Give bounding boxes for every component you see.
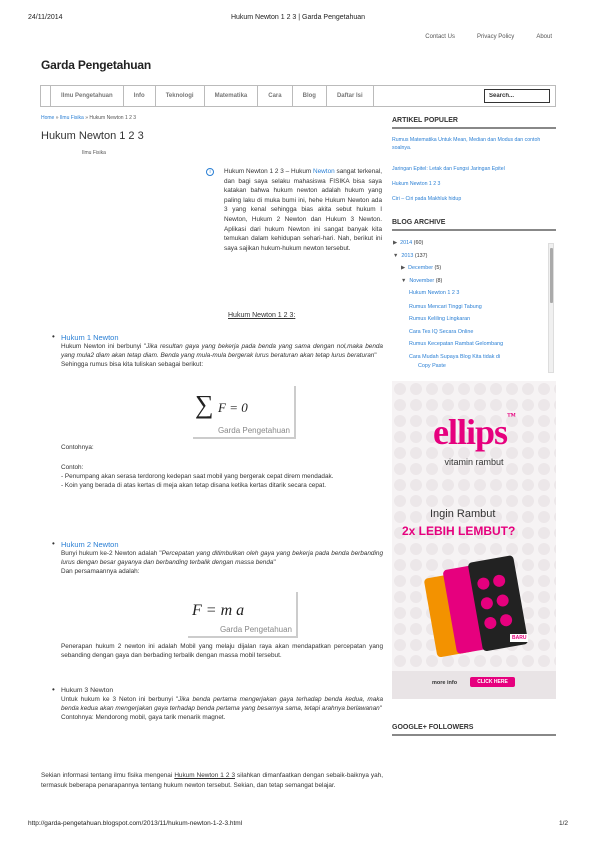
print-url: http://garda-pengetahuan.blogspot.com/2013/11/hukum-newton-1-2-3.html — [28, 820, 243, 827]
archive-count: (137) — [414, 253, 428, 259]
breadcrumb-category[interactable]: Ilmu Fisika — [59, 115, 84, 121]
archive-post-link[interactable]: Hukum Newton 1 2 3 — [409, 290, 460, 296]
post-intro — [224, 167, 382, 253]
archive-post[interactable] — [409, 341, 503, 347]
archive-count: (5) — [434, 265, 442, 271]
quote-open: Bunyi hukum ke-2 Newton adalah " — [61, 550, 162, 557]
section-body — [61, 549, 383, 567]
section-line: Dan persamaannya adalah: — [61, 568, 140, 575]
closing-text-rest: silahkan dimanfaatkan dengan sebaik-baiknya yah, termasuk beberapa penarapannya tentang hukum newton tersebut. Sekian, dan tetap semangat belajar. — [41, 772, 383, 789]
archive-post[interactable] — [409, 290, 459, 296]
section-hukum-1 — [52, 333, 383, 369]
collapse-arrow-icon[interactable]: ▼ — [401, 278, 407, 284]
section-hukum-3 — [52, 686, 383, 722]
archive-title: BLOG ARCHIVE — [392, 219, 556, 231]
section-heading: Hukum 3 Newton — [61, 687, 114, 694]
ad-brand-logo — [392, 411, 556, 453]
ad-tagline: vitamin rambut — [444, 457, 504, 467]
main-nav — [40, 85, 556, 107]
print-title: Hukum Newton 1 2 3 | Garda Pengetahuan — [230, 14, 366, 21]
nav-item-daftar-isi[interactable]: Daftar Isi — [327, 86, 374, 106]
intro-subheading-text: Hukum Newton 1 2 3 — [228, 312, 294, 319]
archive-post[interactable] — [409, 316, 470, 322]
archive-year-2014[interactable] — [393, 240, 423, 246]
breadcrumb-sep: » — [83, 115, 90, 121]
contoh-label: Contoh: — [61, 464, 84, 471]
print-date: 24/11/2014 — [28, 14, 63, 21]
archive-post-link[interactable]: Rumus Kecepatan Rambat Gelombang — [409, 341, 504, 347]
archive-month-label[interactable]: December — [408, 265, 434, 271]
intro-subheading — [228, 312, 295, 319]
formula-text: F = m a — [192, 602, 245, 619]
nav-item-info[interactable]: Info — [124, 86, 156, 106]
archive-count: (8) — [435, 278, 443, 284]
ad-new-badge: BARU — [512, 635, 527, 641]
archive-month-label[interactable]: November — [409, 278, 435, 284]
formula-text: F = 0 — [218, 400, 248, 415]
archive-count: (60) — [413, 240, 424, 246]
contohnya-label: Contohnya: — [61, 444, 94, 451]
ad-trademark: ™ — [507, 411, 515, 421]
info-icon: i — [206, 168, 214, 176]
breadcrumb-home[interactable]: Home — [41, 115, 55, 121]
advertisement-banner[interactable] — [392, 381, 556, 699]
quote-open: Hukum Newton ini berbunyi " — [61, 343, 147, 350]
search-input[interactable] — [484, 89, 550, 103]
ad-more-info[interactable]: more info — [432, 680, 458, 686]
archive-post-link[interactable]: Cara Mudah Supaya Blog Kita tidak di — [409, 354, 501, 360]
archive-month-december[interactable] — [401, 265, 441, 271]
breadcrumb — [41, 115, 136, 121]
examples-hukum-1 — [61, 463, 383, 490]
archive-post-link[interactable]: Copy Paste — [418, 363, 446, 369]
about-link[interactable]: About — [536, 34, 552, 40]
quote-close: " — [273, 559, 276, 566]
intro-text: Hukum Newton 1 2 3 – Hukum — [224, 168, 314, 175]
popular-item[interactable]: Ciri – Ciri pada Makhluk hidup — [392, 196, 462, 202]
nav-item-cara[interactable]: Cara — [258, 86, 292, 106]
intro-text-rest: sangat terkenal, dan bagi saya selaku mahasiswa FISIKA bisa saya katakan bahwa hukum newton adalah hukum yang paling laku di muka bumi ini, hehe Hukum Newton ada 3 yang kenal sehingga bias akita sebut hukum I Newton, Hukum 2 Newton dan Hukum 3 Newton. Aplikasi dari hukum Newton ini sangat banyak kita temukan dalam kehidupan sehari-hari. Nah, berikut ini saya sajikan hukum-hukum newton tersebut. — [224, 168, 382, 252]
print-page-number: 1/2 — [558, 820, 568, 827]
privacy-policy-link[interactable]: Privacy Policy — [476, 34, 515, 40]
section-heading[interactable]: Hukum 1 Newton — [61, 333, 119, 342]
nav-home-divider — [41, 86, 51, 106]
archive-year-label[interactable]: 2013 — [401, 253, 414, 259]
section-line: Sehingga rumus bisa kita tuliskan sebagai berikut: — [61, 361, 204, 368]
quote-open: Untuk hukum ke 3 Neton ini berbunyi " — [61, 696, 179, 703]
nav-item-matematika[interactable]: Matematika — [205, 86, 259, 106]
law-statement: Percepatan yang ditimbulkan oleh gaya yang bekerja pada benda berbanding lurus dengan besar gayanya dan berbanding terbalik dengan massa benda — [61, 550, 383, 566]
formula-image-hukum-1 — [193, 386, 296, 439]
archive-post-link[interactable]: Rumus Keliling Lingkaran — [409, 316, 471, 322]
nav-item-ilmu-pengetahuan[interactable]: Ilmu Pengetahuan — [51, 86, 124, 106]
bullet-icon: • — [52, 332, 55, 341]
sigma-symbol: ∑ — [195, 390, 214, 419]
post-title: Hukum Newton 1 2 3 — [41, 130, 144, 142]
closing-paragraph — [41, 771, 383, 791]
archive-post-link[interactable]: Cara Tes IQ Secara Online — [409, 329, 474, 335]
archive-post[interactable] — [409, 354, 500, 360]
quote-close: " — [379, 705, 382, 712]
ad-brand-text: ellips — [432, 412, 507, 452]
formula-watermark: Garda Pengetahuan — [219, 625, 292, 634]
section-body — [61, 695, 383, 713]
formula-image-hukum-2 — [188, 592, 298, 638]
section-heading[interactable]: Hukum 2 Newton — [61, 540, 119, 549]
law-statement: Jika benda pertama mengerjakan gaya terhadap benda kedua, maka benda kedua akan mengerjakan gaya terhadap benda pertama yang besarnya sama, tetapi arahnya berlawanan — [61, 696, 383, 712]
example-item: - Penumpang akan serasa terdorong kedepan saat mobil yang bergerak cepat direm mendadak. — [61, 473, 334, 480]
closing-text: Sekian informasi tentang ilmu fisika mengenai — [41, 772, 175, 779]
archive-scrollbar[interactable] — [548, 243, 554, 373]
popular-item[interactable]: Hukum Newton 1 2 3 — [392, 181, 441, 187]
ad-click-here-button[interactable]: CLICK HERE — [470, 677, 515, 687]
expand-arrow-icon[interactable]: ▶ — [401, 265, 406, 271]
section-body — [61, 342, 383, 360]
archive-month-november[interactable] — [401, 278, 442, 284]
example-item: - Koin yang berada di atas kertas di meja akan tetap disana ketika kertas ditarik secara cepat. — [61, 482, 327, 489]
archive-year-label[interactable]: 2014 — [400, 240, 413, 246]
closing-link[interactable]: Hukum Newton 1 2 3 — [174, 772, 235, 779]
archive-year-2013[interactable] — [393, 253, 427, 259]
breadcrumb-sep: » — [54, 115, 60, 121]
formula-watermark: Garda Pengetahuan — [217, 426, 290, 435]
top-links — [425, 34, 552, 40]
popular-item[interactable]: Rumus Matematika Untuk Mean, Median dan Modus dan contoh soalnya. — [392, 137, 541, 151]
section-hukum-2 — [52, 540, 383, 576]
archive-post[interactable] — [409, 304, 482, 310]
site-title[interactable]: Garda Pengetahuan — [41, 58, 151, 72]
collapse-arrow-icon[interactable]: ▼ — [393, 253, 399, 259]
ad-headline-emphasis: 2x LEBIH LEMBUT? — [402, 524, 516, 538]
archive-post[interactable] — [409, 329, 473, 335]
intro-subheading-colon: : — [293, 312, 296, 319]
nav-item-teknologi[interactable]: Teknologi — [156, 86, 205, 106]
popular-item[interactable]: Jaringan Epitel: Letak dan Fungsi Jaringan Epitel — [392, 166, 505, 172]
scroll-thumb[interactable] — [550, 248, 553, 303]
archive-post-cont[interactable] — [418, 363, 446, 369]
quote-close: " — [374, 352, 377, 359]
section-line: Contohnya: Mendorong mobil, gaya tarik menarik magnet. — [61, 714, 226, 721]
nav-item-blog[interactable]: Blog — [293, 86, 327, 106]
bullet-icon: • — [52, 685, 55, 694]
ad-headline: Ingin Rambut — [430, 508, 496, 520]
archive-post-link[interactable]: Rumus Mencari Tinggi Tabung — [409, 304, 482, 310]
post-label[interactable]: Ilmu Fisika — [82, 150, 106, 156]
bullet-icon: • — [52, 539, 55, 548]
expand-arrow-icon[interactable]: ▶ — [393, 240, 398, 246]
followers-title: GOOGLE+ FOLLOWERS — [392, 724, 556, 736]
law-statement: Jika resultan gaya yang bekerja pada benda yang sama dengan nol,maka benda yang mula2 diam akan tetap diam. Benda yang mula-mula bergerak lurus beraturan akan tetap lurus beraturan — [61, 343, 383, 359]
paragraph-hukum-2: Penerapan hukum 2 newton ini adalah Mobil yang melaju dijalan raya akan mendapatkan percepatan yang sebanding dengan gaya dan berbading terbalik dengan massa mobil tersebut. — [61, 643, 383, 659]
contact-link[interactable]: Contact Us — [425, 34, 455, 40]
newton-link[interactable]: Newton — [313, 168, 335, 175]
popular-title: ARTIKEL POPULER — [392, 117, 556, 129]
breadcrumb-current: Hukum Newton 1 2 3 — [89, 115, 137, 121]
